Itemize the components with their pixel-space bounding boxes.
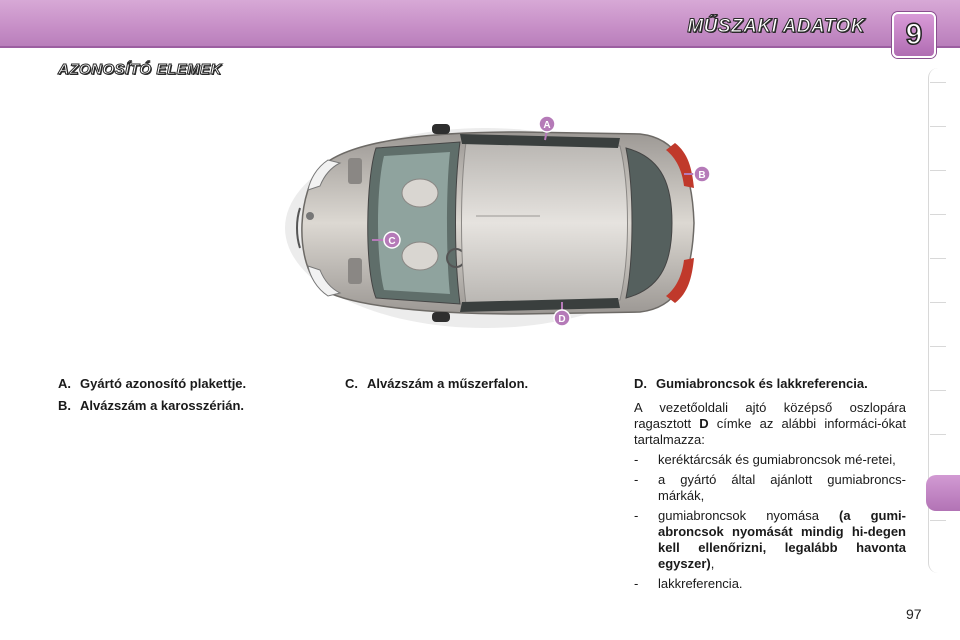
section-title: AZONOSÍTÓ ELEMEK	[58, 61, 222, 78]
legend-letter-c: C.	[345, 376, 358, 391]
index-tick	[930, 520, 946, 521]
index-tick	[930, 390, 946, 391]
chapter-tab-active[interactable]	[926, 475, 960, 511]
legend-letter-b: B.	[58, 398, 71, 413]
legend-text-d: Gumiabroncsok és lakkreferencia.	[656, 376, 868, 391]
legend-column-left	[58, 376, 298, 420]
legend-letter-d: D.	[634, 376, 647, 391]
index-tick	[930, 258, 946, 259]
bullet-dash: -	[634, 576, 639, 591]
callout-b-label: B	[698, 170, 706, 181]
bullet-dash: -	[634, 452, 639, 467]
legend-text-b: Alvázszám a karosszérián.	[80, 398, 245, 413]
car-top-view-diagram	[280, 108, 720, 338]
bullet-item	[634, 472, 906, 504]
index-tick	[930, 302, 946, 303]
legend-column-middle	[345, 376, 585, 398]
index-tick	[930, 346, 946, 347]
callout-c-label: C	[388, 236, 396, 247]
legend-text-c: Alvázszám a műszerfalon.	[367, 376, 529, 391]
bullet-3-pre: gumiabroncsok nyomása	[658, 508, 819, 523]
bullet-text-1: keréktárcsák és gumiabroncsok mé-retei,	[658, 452, 896, 467]
bullet-text-2: a gyártó által ajánlott gumiabroncs-márkák,	[658, 472, 906, 503]
bullet-text-3	[658, 508, 906, 572]
legend-column-right	[634, 376, 906, 592]
legend-item-a	[58, 376, 298, 392]
chapter-number-badge: 9	[892, 12, 936, 58]
bullet-item	[634, 452, 906, 468]
bullet-dash: -	[634, 508, 639, 523]
bullet-item	[634, 576, 906, 592]
page-number: 97	[906, 606, 922, 622]
para-text-after: címke az alábbi informáci-ókat tartalmazza:	[634, 416, 906, 447]
index-tick	[930, 82, 946, 83]
para-label-d: D	[699, 416, 709, 431]
label-description-paragraph	[634, 400, 906, 448]
car-illustration	[280, 108, 720, 338]
legend-item-b	[58, 398, 298, 414]
header-divider	[0, 46, 960, 48]
legend-text-a: Gyártó azonosító plakettje.	[80, 376, 247, 391]
chapter-title: MŰSZAKI ADATOK	[687, 16, 865, 37]
bullet-text-4: lakkreferencia.	[658, 576, 743, 591]
index-tick	[930, 170, 946, 171]
legend-letter-a: A.	[58, 376, 71, 391]
callout-a-label: A	[543, 120, 551, 131]
callout-d-label: D	[558, 314, 566, 325]
index-tick	[930, 214, 946, 215]
legend-item-c	[345, 376, 585, 392]
bullet-3-post: ,	[710, 556, 715, 571]
bullet-dash: -	[634, 472, 639, 487]
index-tick	[930, 434, 946, 435]
bullet-3-bold: (a gumi-abroncsok nyomását mindig hi-degen kell ellenőrizni, legalább havonta egyszer)	[658, 508, 906, 571]
legend-item-d	[634, 376, 906, 392]
para-text-before: A vezetőoldali ajtó középső oszlopára ragasztott	[634, 400, 906, 431]
bullet-item	[634, 508, 906, 572]
index-tick	[930, 126, 946, 127]
